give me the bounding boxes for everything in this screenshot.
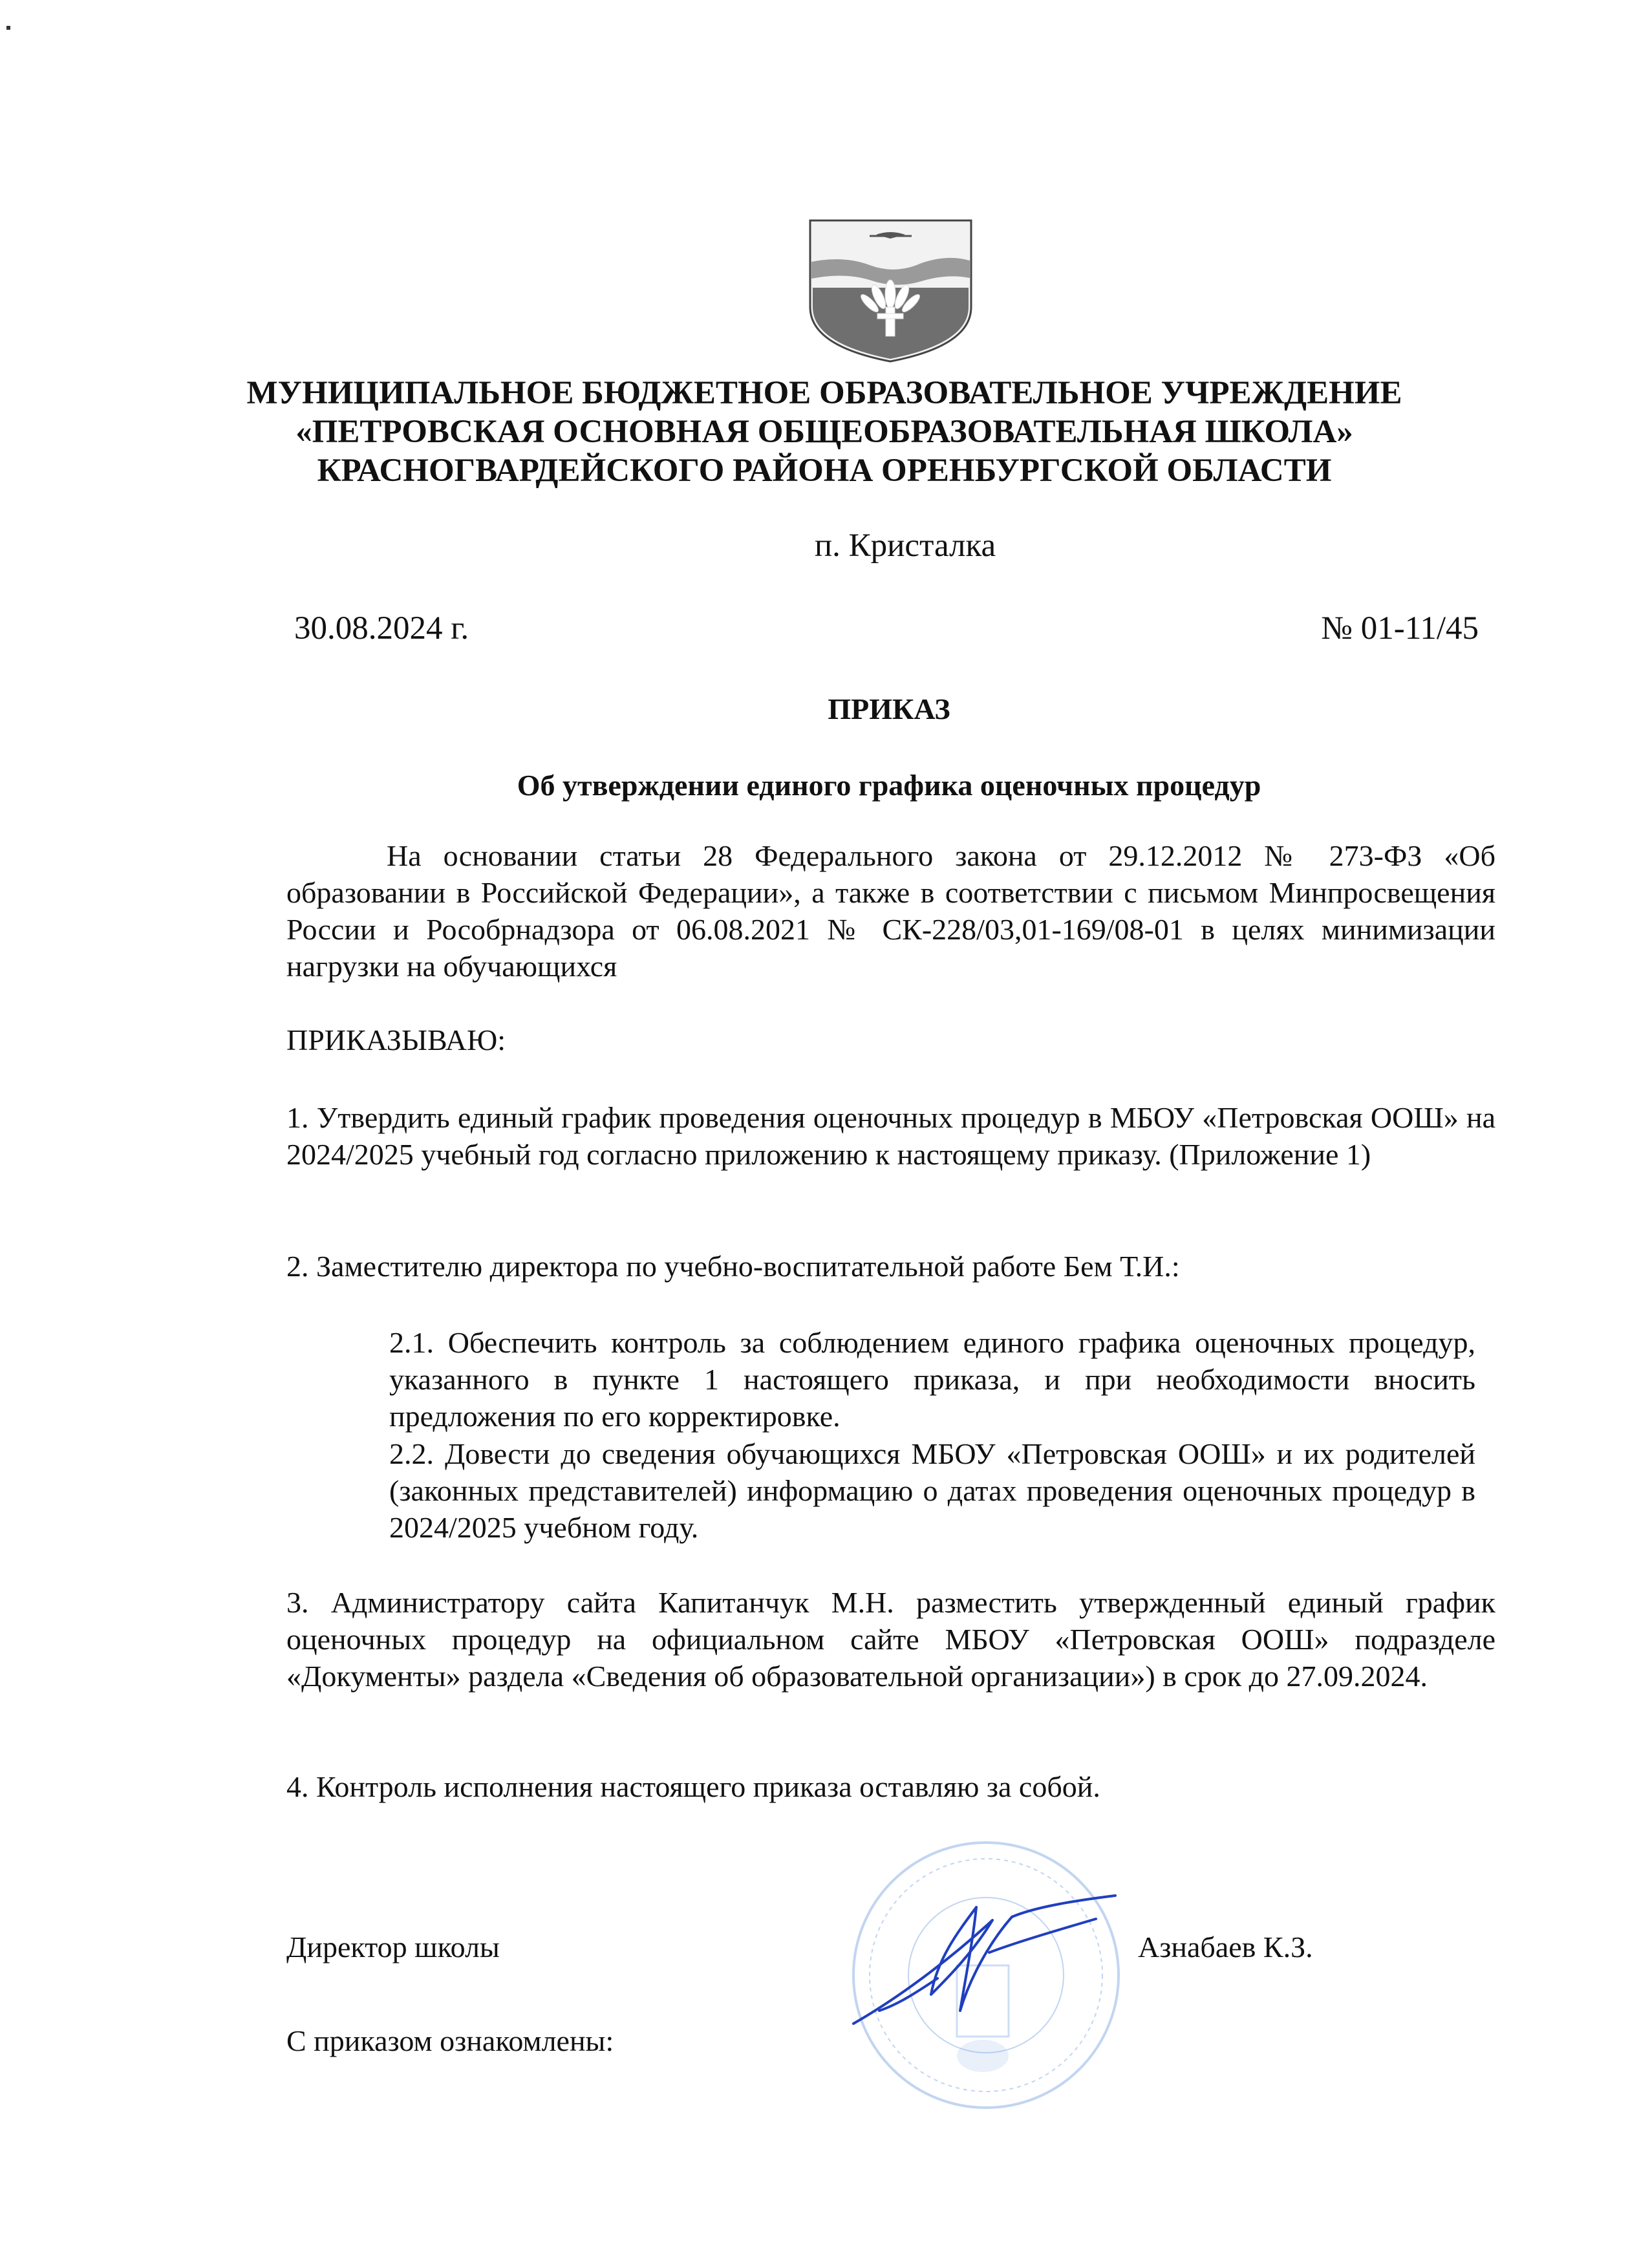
scan-mark: [6, 26, 10, 30]
header-line-1: МУНИЦИПАЛЬНОЕ БЮДЖЕТНОЕ ОБРАЗОВАТЕЛЬНОЕ УЧРЕЖДЕНИЕ: [246, 375, 1402, 411]
document-title: Об утверждении единого графика оценочных процедур: [517, 769, 1261, 802]
signatory-name: Азнабаев К.З.: [1138, 1931, 1313, 1963]
coat-of-arms-emblem: [805, 217, 976, 365]
item-2-2: 2.2. Довести до сведения обучающихся МБОУ «Петровская ООШ» и их родителей (законных представителей) информацию о датах проведения оценочных процедур в 2024/2025 учебном году.: [389, 1437, 1475, 1544]
document-type: ПРИКАЗ: [828, 692, 950, 725]
signatory-position: Директор школы: [286, 1931, 500, 1963]
place-name: п. Кристалка: [814, 528, 996, 564]
intro-paragraph: На основании статьи 28 Федерального закона от 29.12.2012 № 273-ФЗ «Об образовании в Российской Федерации», а также в соответствии с письмом Минпросвещения России и Рособрнадзора от 06.08.2021 № СК-228/03,01-169/08-01 в целях минимизации нагрузки на обучающихся: [286, 839, 1495, 983]
order-number: № 01-11/45: [1321, 610, 1479, 647]
header-line-3: КРАСНОГВАРДЕЙСКОГО РАЙОНА ОРЕНБУРГСКОЙ ОБЛАСТИ: [317, 453, 1332, 489]
item-2-1: 2.1. Обеспечить контроль за соблюдением единого графика оценочных процедур, указанного в пункте 1 настоящего приказа, и при необходимости вносить предложения по его корректировке.: [389, 1326, 1475, 1433]
order-date: 30.08.2024 г.: [294, 610, 469, 647]
handwritten-signature: [841, 1881, 1119, 2043]
item-2: 2. Заместителю директора по учебно-воспитательной работе Бем Т.И.:: [286, 1250, 1180, 1283]
institution-header: [194, 374, 1455, 490]
order-word: ПРИКАЗЫВАЮ:: [286, 1023, 506, 1056]
item-1: 1. Утвердить единый график проведения оценочных процедур в МБОУ «Петровская ООШ» на 2024/2025 учебный год согласно приложению к настоящему приказу. (Приложение 1): [286, 1101, 1495, 1171]
item-3: 3. Администратору сайта Капитанчук М.Н. разместить утвержденный единый график оценочных процедур на официальном сайте МБОУ «Петровская ООШ» подразделе «Документы» раздела «Сведения об образовательной организации») в срок до 27.09.2024.: [286, 1586, 1495, 1693]
acquainted-line: С приказом ознакомлены:: [286, 2024, 614, 2057]
item-4: 4. Контроль исполнения настоящего приказа оставляю за собой.: [286, 1770, 1100, 1803]
header-line-2: «ПЕТРОВСКАЯ ОСНОВНАЯ ОБЩЕОБРАЗОВАТЕЛЬНАЯ ШКОЛА»: [295, 414, 1353, 450]
